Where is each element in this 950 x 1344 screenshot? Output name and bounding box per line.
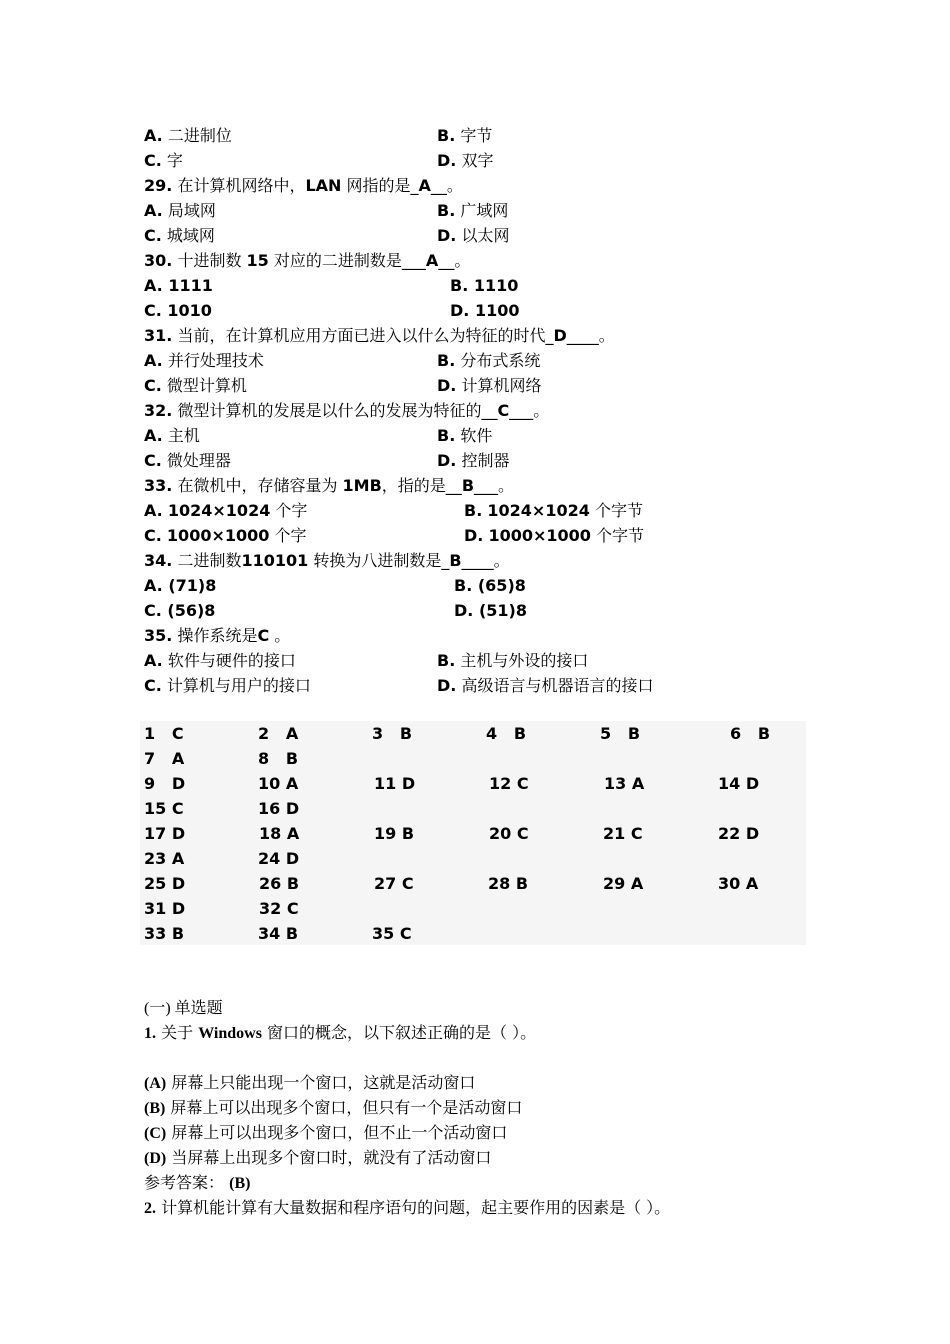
option-a: A. (71)8: [144, 576, 217, 595]
answer-cell: 5 B: [600, 724, 641, 743]
option-d: D. 双字: [437, 151, 494, 170]
answer-cell: 23 A: [144, 849, 185, 868]
answer-cell: 20 C: [489, 824, 529, 843]
option-d: (D) 当屏幕上出现多个窗口时，就没有了活动窗口: [144, 1148, 492, 1167]
option-d: D. 1100: [450, 301, 520, 320]
answer-cell: 16 D: [258, 799, 300, 818]
option-a: A. 1111: [144, 276, 213, 295]
question-stem: 30. 十进制数 15 对应的二进制数是___A__。: [144, 251, 471, 270]
question-stem: 35. 操作系统是C 。: [144, 626, 291, 645]
answer-cell: 13 A: [604, 774, 645, 793]
answer-cell: 7 A: [144, 749, 185, 768]
answer-cell: 15 C: [144, 799, 184, 818]
answer-cell: 22 D: [718, 824, 760, 843]
option-a: A. 二进制位: [144, 126, 232, 145]
answer-cell: 21 C: [603, 824, 643, 843]
answer-cell: 33 B: [144, 924, 185, 943]
section-heading: (一) 单选题: [144, 1000, 223, 1017]
option-a: A. 主机: [144, 426, 200, 445]
answer-cell: 32 C: [259, 899, 299, 918]
question-stem: 34. 二进制数110101 转换为八进制数是_B____。: [144, 551, 510, 570]
answer-cell: 29 A: [603, 874, 644, 893]
option-a: A. 并行处理技术: [144, 351, 264, 370]
question-stem: 32. 微型计算机的发展是以什么的发展为特征的__C___。: [144, 401, 550, 420]
question-stem: 1. 关于 Windows 窗口的概念，以下叙述正确的是（ ）。: [144, 1023, 537, 1042]
option-b: B. (65)8: [454, 576, 526, 595]
answer-cell: 6 B: [730, 724, 771, 743]
option-b: B. 1024×1024 个字节: [464, 501, 643, 520]
answer-cell: 26 B: [259, 874, 300, 893]
option-d: D. 控制器: [437, 451, 510, 470]
answer-cell: 25 D: [144, 874, 186, 893]
answer-cell: 24 D: [258, 849, 300, 868]
option-a: A. 局域网: [144, 201, 216, 220]
option-a: A. 1024×1024 个字: [144, 501, 308, 520]
answer-key-table: [140, 721, 806, 945]
answer-cell: 10 A: [258, 774, 299, 793]
answer-cell: 14 D: [718, 774, 760, 793]
question-stem: 29. 在计算机网络中，LAN 网指的是_A__。: [144, 176, 463, 195]
option-b: B. 软件: [437, 426, 493, 445]
option-c: (C) 屏幕上可以出现多个窗口，但不止一个活动窗口: [144, 1123, 508, 1142]
option-c: C. 1000×1000 个字: [144, 526, 307, 545]
answer-cell: 12 C: [489, 774, 529, 793]
option-d: D. 以太网: [437, 226, 510, 245]
option-d: D. (51)8: [454, 601, 527, 620]
option-a: A. 软件与硬件的接口: [144, 651, 296, 670]
option-d: D. 1000×1000 个字节: [464, 526, 645, 545]
option-c: C. (56)8: [144, 601, 216, 620]
answer-cell: 2 A: [258, 724, 299, 743]
option-a: (A) 屏幕上只能出现一个窗口，这就是活动窗口: [144, 1073, 476, 1092]
answer-cell: 1 C: [144, 724, 184, 743]
answer-cell: 35 C: [372, 924, 412, 943]
option-c: C. 微型计算机: [144, 376, 247, 395]
answer-cell: 18 A: [259, 824, 300, 843]
option-c: C. 字: [144, 151, 183, 170]
answer-cell: 3 B: [372, 724, 413, 743]
option-d: D. 计算机网络: [437, 376, 542, 395]
answer-cell: 4 B: [486, 724, 527, 743]
answer-cell: 17 D: [144, 824, 186, 843]
option-b: (B) 屏幕上可以出现多个窗口，但只有一个是活动窗口: [144, 1098, 523, 1117]
option-b: B. 字节: [437, 126, 493, 145]
answer-cell: 31 D: [144, 899, 186, 918]
option-d: D. 高级语言与机器语言的接口: [437, 676, 654, 695]
answer-cell: 8 B: [258, 749, 299, 768]
option-b: B. 广域网: [437, 201, 509, 220]
option-c: C. 1010: [144, 301, 212, 320]
option-b: B. 主机与外设的接口: [437, 651, 589, 670]
option-c: C. 城域网: [144, 226, 215, 245]
answer-cell: 27 C: [374, 874, 414, 893]
question-stem: 2. 计算机能计算有大量数据和程序语句的问题，起主要作用的因素是（ ）。: [144, 1198, 671, 1217]
question-stem: 33. 在微机中，存储容量为 1MB，指的是__B___。: [144, 476, 515, 495]
answer-cell: 11 D: [374, 774, 416, 793]
option-c: C. 计算机与用户的接口: [144, 676, 311, 695]
option-b: B. 1110: [450, 276, 519, 295]
reference-answer: 参考答案： (B): [144, 1173, 251, 1192]
answer-cell: 19 B: [374, 824, 415, 843]
answer-cell: 28 B: [488, 874, 529, 893]
answer-cell: 34 B: [258, 924, 299, 943]
question-stem: 31. 当前，在计算机应用方面已进入以什么为特征的时代_D____。: [144, 326, 615, 345]
answer-cell: 30 A: [718, 874, 759, 893]
option-b: B. 分布式系统: [437, 351, 541, 370]
option-c: C. 微处理器: [144, 451, 231, 470]
answer-cell: 9 D: [144, 774, 186, 793]
